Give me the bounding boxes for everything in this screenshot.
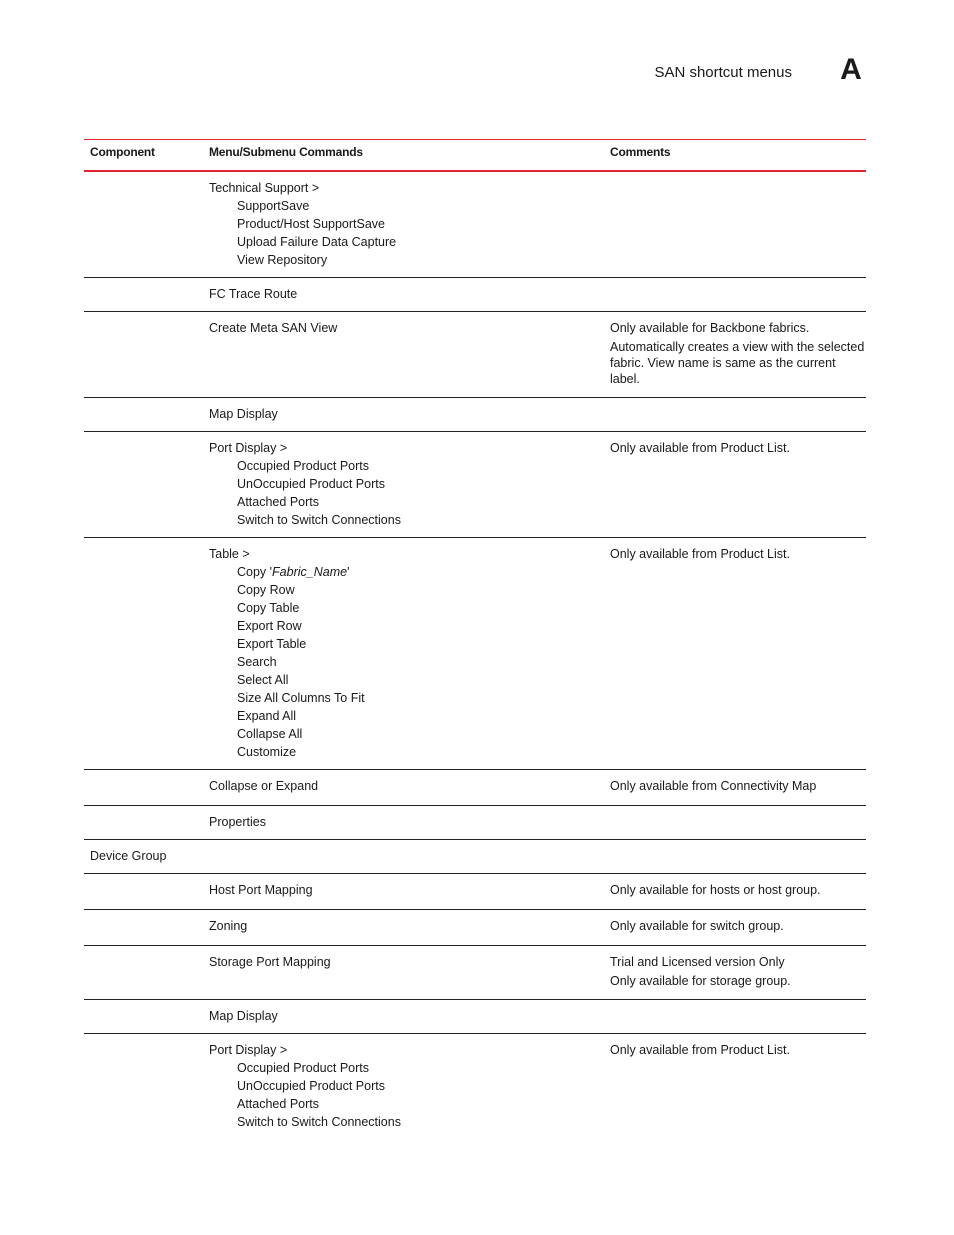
menu-cell <box>202 1007 610 1025</box>
menu-command: Zoning <box>209 919 248 933</box>
submenu-command: Copy Table <box>237 601 300 615</box>
table-row <box>84 946 866 1000</box>
menu-command: Create Meta SAN View <box>209 321 338 335</box>
menu-command: Table > <box>209 547 250 561</box>
comment-text: Only available from Product List. <box>610 441 790 455</box>
menu-command: Map Display <box>209 407 278 421</box>
table-row <box>84 278 866 312</box>
menu-cell <box>202 545 610 761</box>
table-row <box>84 840 866 874</box>
submenu-command: Attached Ports <box>237 1097 319 1111</box>
table-row <box>84 1000 866 1034</box>
comment-text: Only available from Connectivity Map <box>610 779 817 793</box>
comments-cell <box>610 319 866 389</box>
comments-cell <box>610 405 866 423</box>
submenu-command: Occupied Product Ports <box>237 459 370 473</box>
table-row <box>84 432 866 538</box>
table-row <box>84 1034 866 1139</box>
submenu-copy-prefix: Copy ' <box>237 565 273 579</box>
submenu-copy-suffix: ' <box>347 565 350 579</box>
comment-text: Only available from Product List. <box>610 1043 790 1057</box>
comments-cell <box>610 179 866 269</box>
table-row <box>84 398 866 432</box>
menu-command: FC Trace Route <box>209 287 298 301</box>
menu-command: Port Display > <box>209 1043 288 1057</box>
comments-cell <box>610 285 866 303</box>
comment-text: Only available for hosts or host group. <box>610 883 821 897</box>
comments-cell <box>610 545 866 761</box>
table-row <box>84 770 866 806</box>
comments-cell <box>610 439 866 529</box>
menu-command: Technical Support > <box>209 181 320 195</box>
submenu-command: Size All Columns To Fit <box>237 691 365 705</box>
column-header-comments: Comments <box>610 145 671 159</box>
submenu-command: Expand All <box>237 709 297 723</box>
submenu-command: UnOccupied Product Ports <box>237 1079 385 1093</box>
submenu-command: Search <box>237 655 277 669</box>
submenu-command: Upload Failure Data Capture <box>237 235 397 249</box>
component-cell <box>84 545 202 761</box>
submenu-command: Occupied Product Ports <box>237 1061 370 1075</box>
component-cell: Device Group <box>90 849 167 863</box>
column-header-menu: Menu/Submenu Commands <box>209 145 363 159</box>
submenu-command: Product/Host SupportSave <box>237 217 385 231</box>
table-row <box>84 312 866 398</box>
table-row <box>84 910 866 946</box>
menu-cell <box>202 285 610 303</box>
submenu-copy-fabric-name: Fabric_Name <box>272 565 348 579</box>
menu-command: Collapse or Expand <box>209 779 319 793</box>
comment-text: Only available for Backbone fabrics. <box>610 321 810 335</box>
component-cell <box>84 179 202 269</box>
table-row <box>84 806 866 840</box>
menu-cell <box>202 847 610 865</box>
menu-cell <box>202 1041 610 1131</box>
menu-command: Storage Port Mapping <box>209 955 331 969</box>
submenu-command: Switch to Switch Connections <box>237 513 401 527</box>
component-cell <box>84 1007 202 1025</box>
table-body <box>84 172 866 1139</box>
table-row <box>84 172 866 278</box>
table-header-row <box>84 139 866 172</box>
submenu-command: Export Table <box>237 637 307 651</box>
menu-command: Port Display > <box>209 441 288 455</box>
submenu-command: Collapse All <box>237 727 303 741</box>
component-cell <box>84 777 202 797</box>
component-cell <box>84 285 202 303</box>
menu-cell <box>202 777 610 797</box>
submenu-command: UnOccupied Product Ports <box>237 477 385 491</box>
menu-cell <box>202 319 610 389</box>
menu-cell <box>202 917 610 937</box>
table-row <box>84 874 866 910</box>
menu-cell <box>202 439 610 529</box>
component-cell <box>84 813 202 831</box>
component-cell <box>84 405 202 423</box>
comments-cell <box>610 881 866 901</box>
submenu-command: SupportSave <box>237 199 310 213</box>
shortcut-menu-table <box>84 139 866 1139</box>
running-header-title: SAN shortcut menus <box>654 64 792 81</box>
comments-cell <box>610 813 866 831</box>
menu-command: Properties <box>209 815 266 829</box>
menu-cell <box>202 813 610 831</box>
column-header-component: Component <box>90 145 155 159</box>
component-cell <box>84 881 202 901</box>
appendix-letter: A <box>840 53 862 86</box>
comments-cell <box>610 1041 866 1131</box>
submenu-command: Switch to Switch Connections <box>237 1115 401 1129</box>
component-cell <box>84 319 202 389</box>
component-cell <box>84 439 202 529</box>
table-row <box>84 538 866 770</box>
comment-text: Only available for switch group. <box>610 919 784 933</box>
comment-text: Only available for storage group. <box>610 974 791 988</box>
menu-cell <box>202 881 610 901</box>
submenu-command <box>209 563 610 581</box>
submenu-command: Select All <box>237 673 289 687</box>
menu-command: Host Port Mapping <box>209 883 313 897</box>
comments-cell <box>610 953 866 991</box>
menu-cell <box>202 405 610 423</box>
submenu-command: Attached Ports <box>237 495 319 509</box>
comments-cell <box>610 917 866 937</box>
submenu-command: Export Row <box>237 619 302 633</box>
component-cell <box>84 917 202 937</box>
comments-cell <box>610 1007 866 1025</box>
comment-text: Trial and Licensed version Only <box>610 955 785 969</box>
submenu-command: Copy Row <box>237 583 295 597</box>
menu-cell <box>202 179 610 269</box>
component-cell <box>84 1041 202 1131</box>
component-cell <box>84 953 202 991</box>
comments-cell <box>610 847 866 865</box>
comment-text: Automatically creates a view with the selected fabric. View name is same as the current label. <box>610 340 865 386</box>
submenu-command: Customize <box>237 745 297 759</box>
menu-command: Map Display <box>209 1009 278 1023</box>
comments-cell <box>610 777 866 797</box>
submenu-command: View Repository <box>237 253 328 267</box>
comment-text: Only available from Product List. <box>610 547 790 561</box>
menu-cell <box>202 953 610 991</box>
